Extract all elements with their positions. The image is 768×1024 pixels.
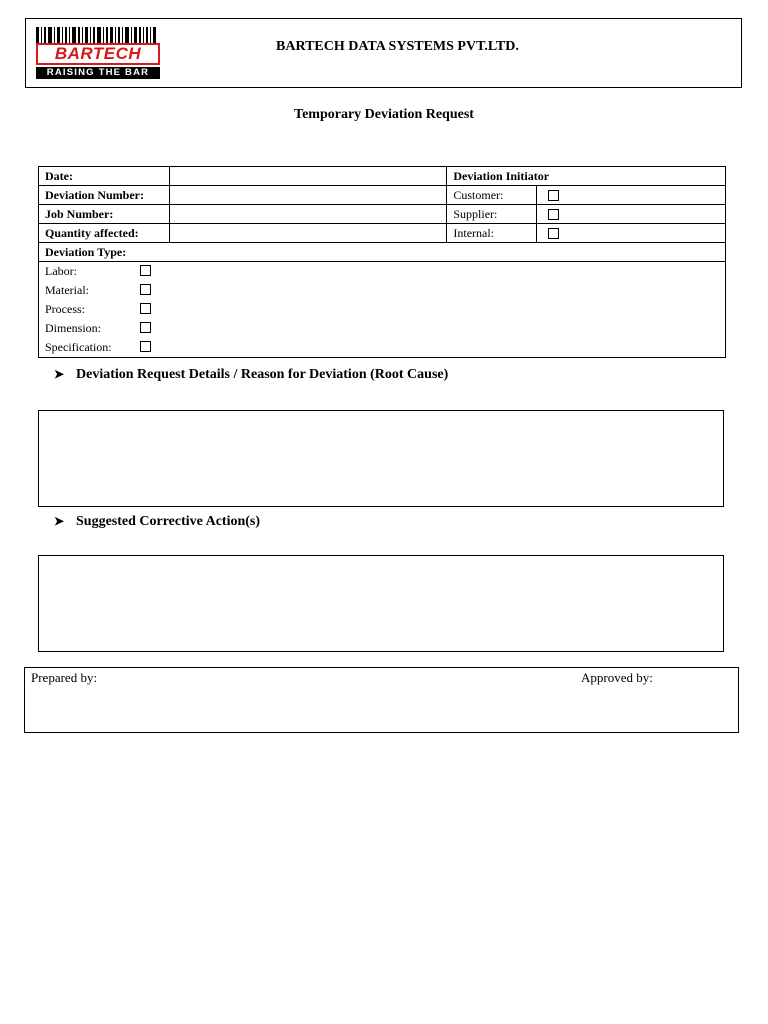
corrective-title-text: Suggested Corrective Action(s) [76, 514, 261, 529]
initiator-internal-cell [537, 224, 726, 243]
quantity-label: Quantity affected: [39, 224, 170, 243]
deviation-number-label: Deviation Number: [39, 186, 170, 205]
approved-by-label: Approved by: [581, 670, 653, 685]
table-row [39, 224, 726, 243]
type-material-label: Material: [45, 283, 89, 297]
header-box [25, 18, 742, 88]
initiator-supplier-cell [537, 205, 726, 224]
customer-checkbox[interactable] [548, 190, 559, 201]
logo-brand: BARTECH [36, 43, 160, 65]
table-row [39, 262, 726, 358]
job-number-label: Job Number: [39, 205, 170, 224]
table-row [39, 243, 726, 262]
table-row [39, 205, 726, 224]
arrow-bullet-icon: ➤ [54, 514, 65, 528]
quantity-field[interactable] [169, 224, 447, 243]
logo-tagline: RAISING THE BAR [36, 67, 160, 79]
list-item [45, 262, 725, 281]
dimension-checkbox[interactable] [140, 322, 151, 333]
details-section-title [54, 367, 448, 383]
list-item [45, 300, 725, 319]
table-row [39, 167, 726, 186]
deviation-info-table [38, 166, 726, 358]
type-specification-label: Specification: [45, 340, 112, 354]
list-item [45, 319, 725, 338]
internal-checkbox[interactable] [548, 228, 559, 239]
form-title: Temporary Deviation Request [294, 107, 474, 122]
type-dimension-label: Dimension: [45, 321, 101, 335]
details-textbox[interactable] [38, 410, 724, 507]
material-checkbox[interactable] [140, 284, 151, 295]
specification-checkbox[interactable] [140, 341, 151, 352]
initiator-supplier-label: Supplier: [447, 205, 537, 224]
table-row [39, 186, 726, 205]
deviation-type-label: Deviation Type: [39, 243, 726, 262]
prepared-by-label: Prepared by: [31, 670, 98, 685]
company-name: BARTECH DATA SYSTEMS PVT.LTD. [276, 39, 519, 54]
job-number-field[interactable] [169, 205, 447, 224]
list-item [45, 281, 725, 300]
initiator-customer-label: Customer: [447, 186, 537, 205]
date-label: Date: [39, 167, 170, 186]
bartech-logo [36, 27, 162, 79]
supplier-checkbox[interactable] [548, 209, 559, 220]
date-field[interactable] [169, 167, 447, 186]
details-title-text: Deviation Request Details / Reason for Deviation (Root Cause) [76, 367, 449, 382]
type-labor-label: Labor: [45, 264, 77, 278]
list-item [45, 338, 725, 357]
initiator-label: Deviation Initiator [447, 167, 726, 186]
corrective-textbox[interactable] [38, 555, 724, 652]
initiator-customer-cell [537, 186, 726, 205]
arrow-bullet-icon: ➤ [54, 367, 65, 381]
deviation-number-field[interactable] [169, 186, 447, 205]
initiator-internal-label: Internal: [447, 224, 537, 243]
type-process-label: Process: [45, 302, 85, 316]
labor-checkbox[interactable] [140, 265, 151, 276]
deviation-type-list [39, 262, 726, 358]
corrective-section-title [54, 514, 260, 530]
process-checkbox[interactable] [140, 303, 151, 314]
signoff-box [24, 667, 739, 733]
